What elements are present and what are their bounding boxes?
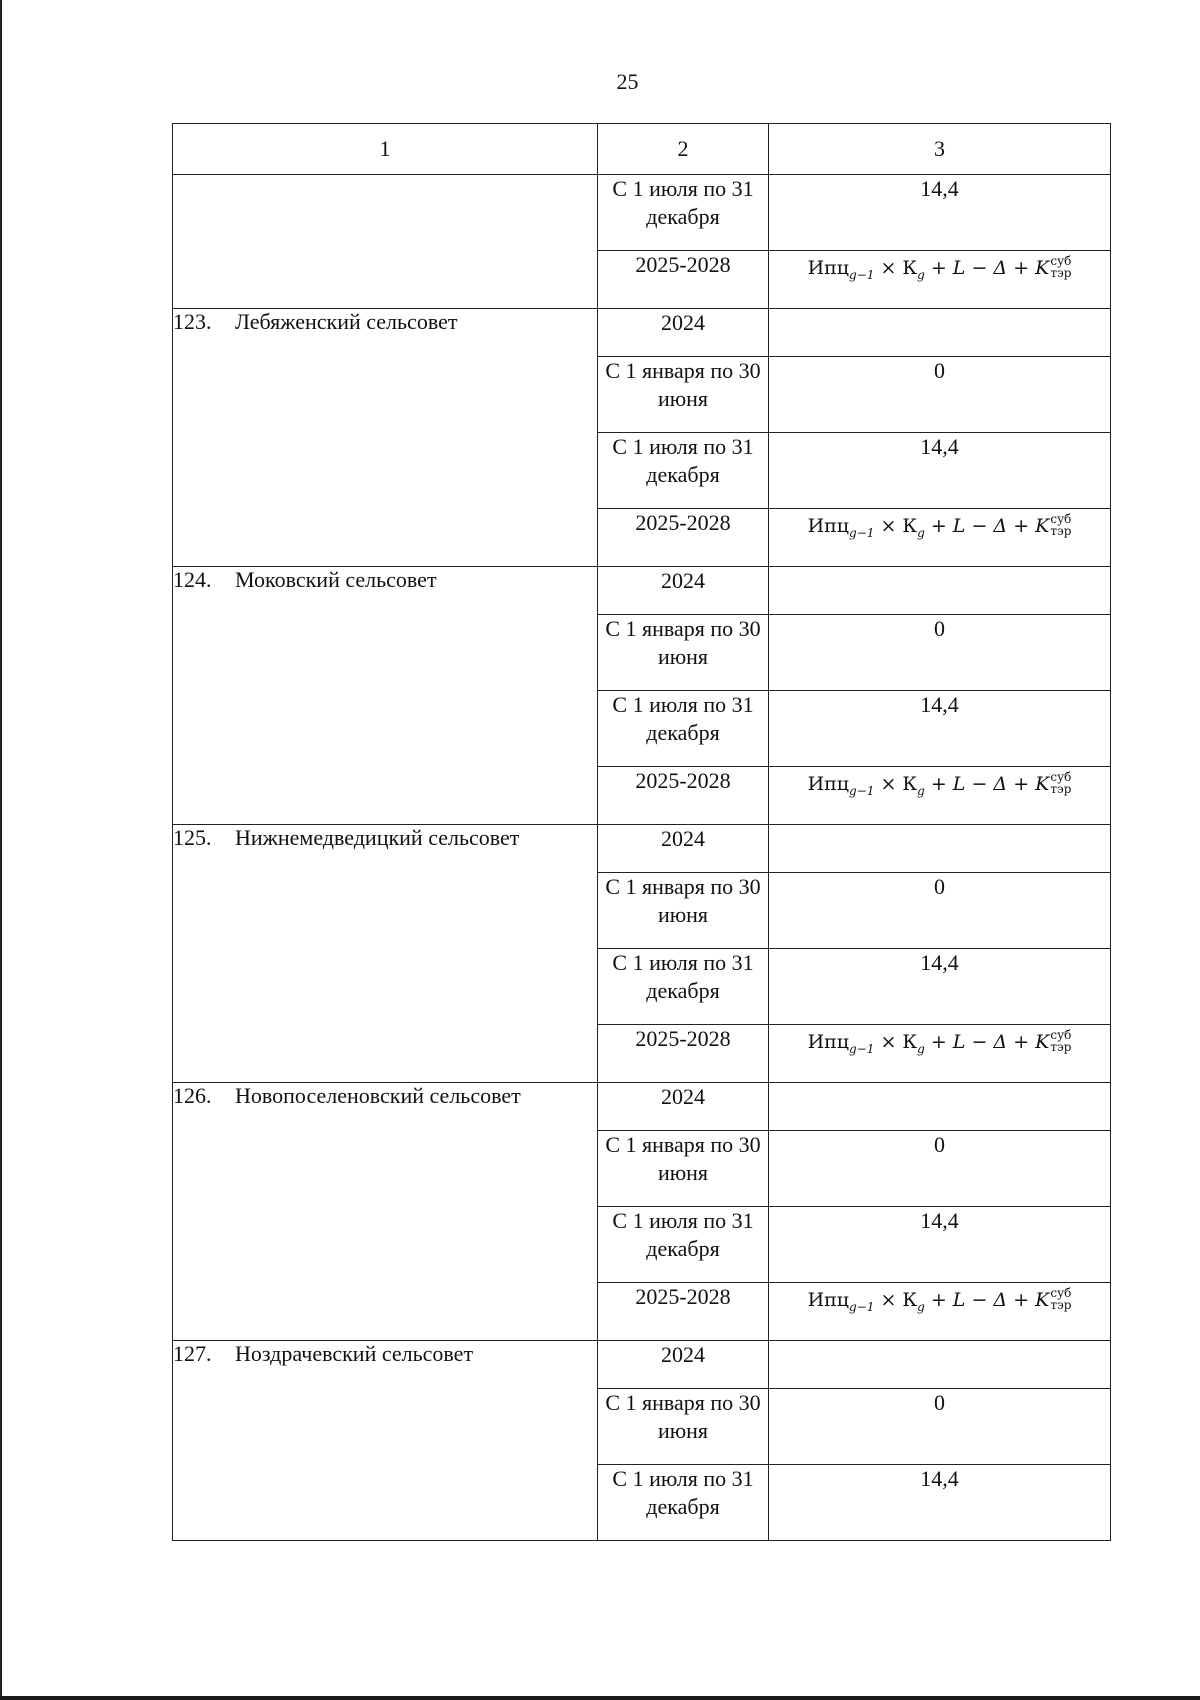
formula-kter-sub: тэр [1050, 266, 1072, 280]
value-cell [769, 509, 1111, 567]
value-cell [769, 1341, 1111, 1389]
table-row [173, 309, 1111, 357]
settlement-name-cell [173, 309, 598, 567]
value-cell: 14,4 [769, 175, 1111, 251]
formula-times: × [874, 257, 903, 279]
formula-ipc-index: g−1 [849, 1041, 875, 1056]
value-cell: 0 [769, 873, 1111, 949]
period-cell: 2025-2028 [598, 509, 769, 567]
formula-kter: K [1035, 257, 1050, 279]
formula-rest: + L − Δ + [924, 1031, 1036, 1053]
value-cell: 0 [769, 357, 1111, 433]
page-number: 25 [616, 69, 639, 94]
formula-kter-indices [1050, 1029, 1071, 1053]
formula-kter: K [1035, 773, 1050, 795]
value-cell: 0 [769, 1389, 1111, 1465]
formula-rest: + L − Δ + [924, 1289, 1036, 1311]
settlement-name-cell [173, 567, 598, 825]
formula-rest: + L − Δ + [924, 515, 1036, 537]
tariff-formula [808, 767, 1072, 805]
period-cell: 2025-2028 [598, 1283, 769, 1341]
table-row [173, 1341, 1111, 1389]
period-cell: С 1 января по 30 июня [598, 873, 769, 949]
entry-number: 125. [173, 825, 212, 850]
formula-ipc-index: g−1 [849, 525, 875, 540]
formula-kter: K [1035, 515, 1050, 537]
formula-kter: K [1035, 1289, 1050, 1311]
value-cell: 14,4 [769, 1207, 1111, 1283]
formula-ipc-index: g−1 [849, 1299, 875, 1314]
formula-k-index: g [917, 1299, 925, 1314]
table-row [173, 1083, 1111, 1131]
period-cell: 2025-2028 [598, 767, 769, 825]
value-cell [769, 825, 1111, 873]
period-cell: С 1 января по 30 июня [598, 615, 769, 691]
settlement-name: Лебяженский сельсовет [235, 309, 458, 334]
formula-ipc: Ипц [807, 1031, 850, 1053]
period-cell: С 1 июля по 31 декабря [598, 1465, 769, 1541]
period-cell: 2025-2028 [598, 251, 769, 309]
formula-kter-sub: тэр [1050, 782, 1072, 796]
formula-ipc-index: g−1 [849, 783, 875, 798]
settlement-name-cell [173, 1083, 598, 1341]
value-cell: 14,4 [769, 433, 1111, 509]
formula-times: × [874, 773, 903, 795]
entry-number: 124. [173, 567, 212, 592]
formula-ipc: Ипц [807, 773, 850, 795]
formula-kter-indices [1050, 1287, 1071, 1311]
formula-k-index: g [917, 1041, 925, 1056]
column-header-2: 2 [598, 124, 769, 175]
table-row [173, 175, 1111, 251]
entry-number: 126. [173, 1083, 212, 1108]
formula-kter-sub: тэр [1050, 1298, 1072, 1312]
entry-number: 123. [173, 309, 212, 334]
period-cell: С 1 июля по 31 декабря [598, 175, 769, 251]
period-cell: 2025-2028 [598, 1025, 769, 1083]
settlement-name-cell [173, 1341, 598, 1541]
value-cell: 0 [769, 615, 1111, 691]
table-row [173, 825, 1111, 873]
entry-number: 127. [173, 1341, 212, 1366]
formula-ipc: Ипц [807, 257, 850, 279]
column-header-3: 3 [769, 124, 1111, 175]
formula-kter-sup: суб [1050, 512, 1072, 526]
formula-kter-indices [1050, 255, 1071, 279]
formula-kter-sup: суб [1050, 254, 1072, 268]
formula-rest: + L − Δ + [924, 257, 1036, 279]
formula-k-index: g [917, 525, 925, 540]
formula-k-index: g [917, 267, 925, 282]
settlement-name: Новопоселеновский сельсовет [235, 1083, 521, 1108]
tariff-formula [808, 251, 1072, 289]
period-cell: 2024 [598, 1341, 769, 1389]
formula-kter-sup: суб [1050, 770, 1072, 784]
formula-kter-sup: суб [1050, 1286, 1072, 1300]
formula-kter-sub: тэр [1050, 1040, 1072, 1054]
period-cell: С 1 июля по 31 декабря [598, 1207, 769, 1283]
period-cell: 2024 [598, 309, 769, 357]
tariff-formula [808, 1283, 1072, 1321]
period-cell: С 1 июля по 31 декабря [598, 433, 769, 509]
value-cell [769, 1283, 1111, 1341]
formula-rest: + L − Δ + [924, 773, 1036, 795]
settlement-name-cell [173, 825, 598, 1083]
continued-name-cell [173, 175, 598, 309]
value-cell: 14,4 [769, 949, 1111, 1025]
value-cell [769, 1083, 1111, 1131]
settlement-name: Моковский сельсовет [235, 567, 437, 592]
formula-ipc-index: g−1 [849, 267, 875, 282]
formula-k: К [902, 515, 918, 537]
formula-times: × [874, 1289, 903, 1311]
period-cell: 2024 [598, 825, 769, 873]
tariff-formula [808, 1025, 1072, 1063]
value-cell: 14,4 [769, 1465, 1111, 1541]
formula-k: К [902, 773, 918, 795]
value-cell: 14,4 [769, 691, 1111, 767]
formula-kter-sup: суб [1050, 1028, 1072, 1042]
period-cell: С 1 января по 30 июня [598, 357, 769, 433]
column-header-1: 1 [173, 124, 598, 175]
value-cell [769, 309, 1111, 357]
table-row [173, 567, 1111, 615]
value-cell [769, 1025, 1111, 1083]
formula-times: × [874, 515, 903, 537]
tariff-table [172, 123, 1111, 1541]
value-cell: 0 [769, 1131, 1111, 1207]
formula-ipc: Ипц [807, 515, 850, 537]
scan-edge-bottom [0, 1696, 1200, 1700]
period-cell: С 1 января по 30 июня [598, 1131, 769, 1207]
value-cell [769, 567, 1111, 615]
formula-k: К [902, 1289, 918, 1311]
settlement-name: Нижнемедведицкий сельсовет [235, 825, 520, 850]
value-cell [769, 251, 1111, 309]
period-cell: С 1 января по 30 июня [598, 1389, 769, 1465]
period-cell: С 1 июля по 31 декабря [598, 949, 769, 1025]
scan-edge-left [0, 0, 2, 1700]
formula-kter-sub: тэр [1050, 524, 1072, 538]
formula-ipc: Ипц [807, 1289, 850, 1311]
formula-kter: K [1035, 1031, 1050, 1053]
formula-kter-indices [1050, 513, 1071, 537]
period-cell: 2024 [598, 567, 769, 615]
formula-k: К [902, 257, 918, 279]
settlement-name: Ноздрачевский сельсовет [235, 1341, 474, 1366]
formula-kter-indices [1050, 771, 1071, 795]
formula-k: К [902, 1031, 918, 1053]
period-cell: С 1 июля по 31 декабря [598, 691, 769, 767]
formula-k-index: g [917, 783, 925, 798]
table-body [173, 175, 1111, 1541]
tariff-formula [808, 509, 1072, 547]
table-header-row [173, 124, 1111, 175]
value-cell [769, 767, 1111, 825]
period-cell: 2024 [598, 1083, 769, 1131]
formula-times: × [874, 1031, 903, 1053]
